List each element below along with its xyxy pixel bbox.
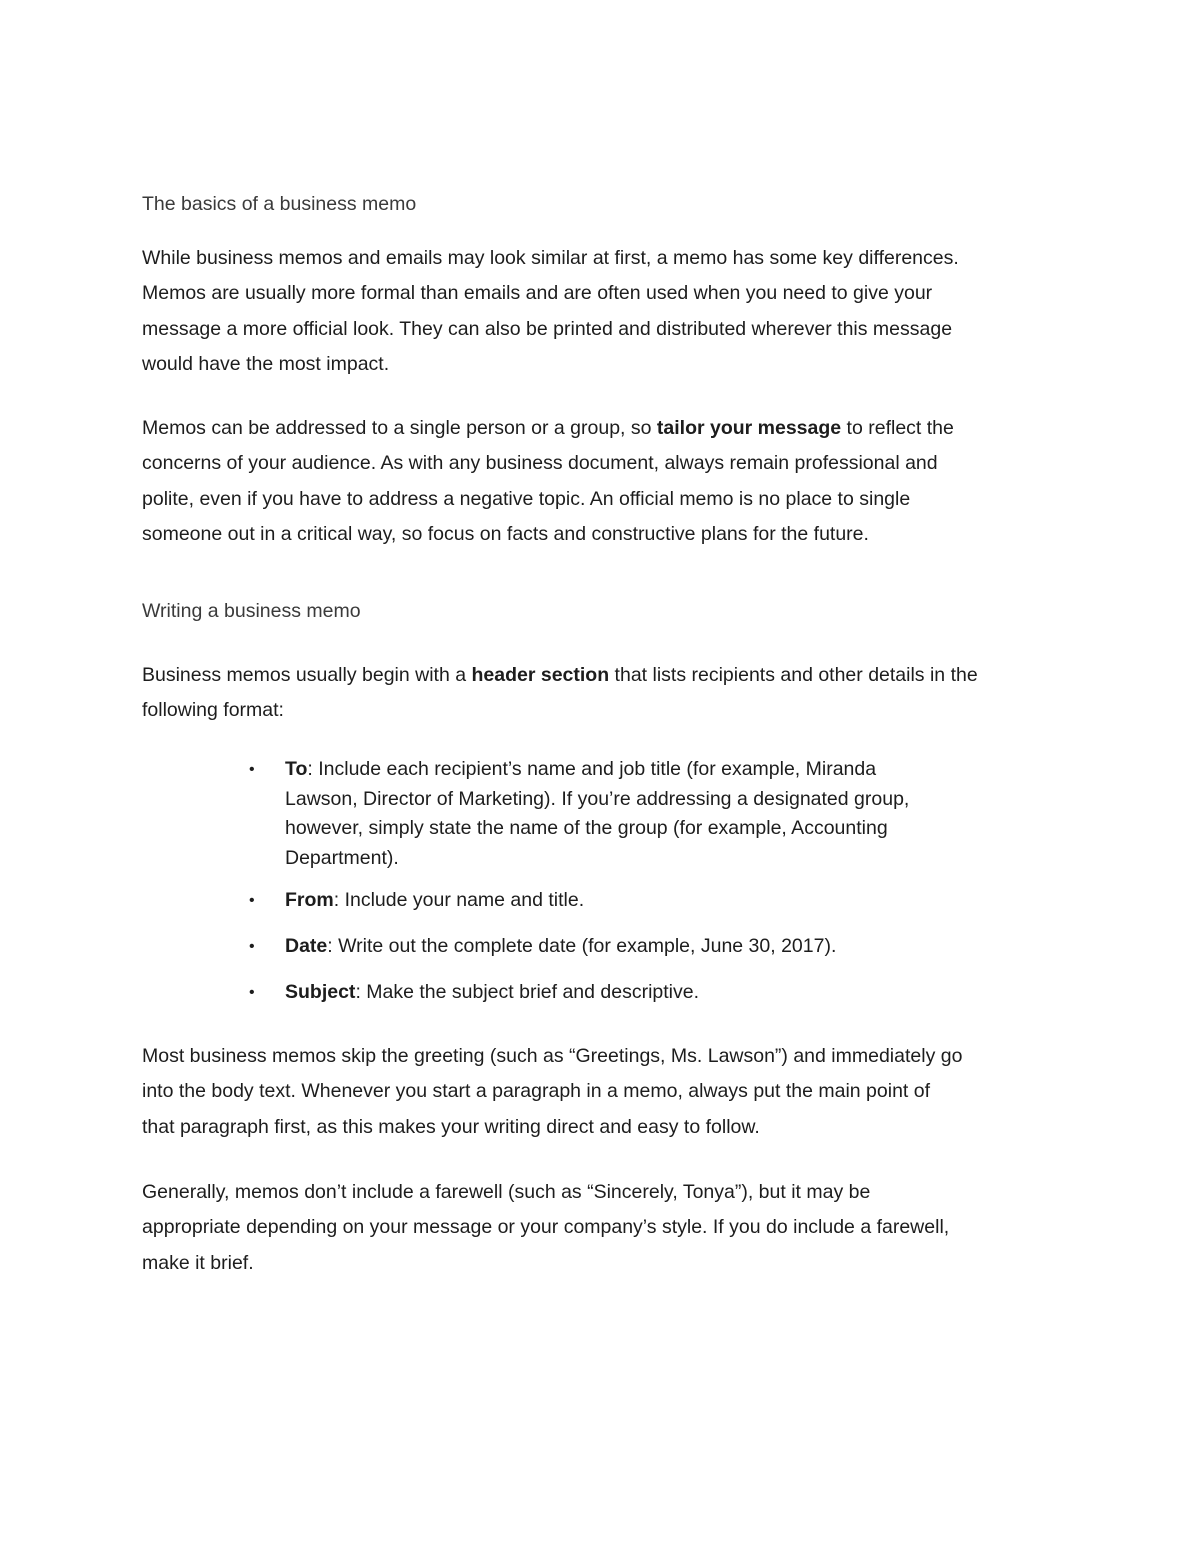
list-item-text: : Include each recipient’s name and job title (for example, Miranda <box>307 758 877 780</box>
list-item-line <box>285 886 1005 916</box>
list-item-term: To <box>285 758 308 780</box>
paragraph-line: Generally, memos don’t include a farewell (such as “Sincerely, Tonya”), but it may be <box>142 1181 871 1203</box>
paragraph-line: into the body text. Whenever you start a paragraph in a memo, always put the main point of <box>142 1080 931 1103</box>
list-item-to <box>249 755 1005 873</box>
list-item-line <box>285 755 1005 785</box>
bullet-icon: • <box>249 938 255 955</box>
bold-link-tailor-your-message: tailor your message <box>656 417 842 439</box>
bullet-icon: • <box>249 761 255 778</box>
paragraph-line: message a more official look. They can also be printed and distributed wherever this message <box>142 317 953 340</box>
list-item-date <box>249 932 1005 962</box>
paragraph-line: following format: <box>142 699 284 722</box>
paragraph-line: Memos are usually more formal than emails and are often used when you need to give your <box>142 282 933 305</box>
paragraph-line: would have the most impact. <box>142 352 390 375</box>
bold-link-header-section: header section <box>471 664 610 686</box>
paragraph-memo-vs-email <box>142 241 1072 382</box>
list-item-term: Date <box>285 935 328 957</box>
text-run: Business memos usually begin with a <box>142 664 472 686</box>
list-item-text: : Write out the complete date (for example, June 30, 2017). <box>327 935 837 957</box>
bullet-icon: • <box>249 892 255 909</box>
list-item-term: Subject <box>285 981 356 1003</box>
list-item-text: : Include your name and title. <box>333 889 585 911</box>
list-item-from <box>249 886 1005 916</box>
paragraph-line <box>142 411 1072 446</box>
paragraph-line: While business memos and emails may look similar at first, a memo has some key differences. <box>142 247 959 269</box>
paragraph-header-intro <box>142 658 1072 729</box>
list-item-subject <box>249 978 1005 1008</box>
bullet-icon: • <box>249 984 255 1001</box>
list-item-line: however, simply state the name of the group (for example, Accounting <box>285 817 888 839</box>
paragraph-line: polite, even if you have to address a negative topic. An official memo is no place to single <box>142 487 911 510</box>
text-run: Memos can be addressed to a single person or a group, so <box>142 417 657 439</box>
paragraph-farewell <box>142 1175 1072 1281</box>
section-heading-writing: Writing a business memo <box>142 600 361 622</box>
text-run: that lists recipients and other details in the <box>609 664 978 686</box>
paragraph-greeting <box>142 1039 1072 1145</box>
paragraph-line: make it brief. <box>142 1251 254 1274</box>
paragraph-audience <box>142 411 1072 552</box>
paragraph-line: concerns of your audience. As with any business document, always remain professional and <box>142 452 938 475</box>
list-item-term: From <box>285 889 334 911</box>
paragraph-line: appropriate depending on your message or your company’s style. If you do include a farewell, <box>142 1216 950 1239</box>
list-item-text: : Make the subject brief and descriptive. <box>355 981 700 1003</box>
list-item-line <box>285 932 1005 962</box>
section-heading-basics: The basics of a business memo <box>142 193 417 215</box>
list-item-line: Department). <box>285 846 399 869</box>
paragraph-line: someone out in a critical way, so focus on facts and constructive plans for the future. <box>142 522 869 545</box>
paragraph-line <box>142 658 1072 693</box>
list-item-line <box>285 978 1005 1008</box>
paragraph-line: Most business memos skip the greeting (such as “Greetings, Ms. Lawson”) and immediately go <box>142 1045 963 1067</box>
paragraph-line: that paragraph first, as this makes your writing direct and easy to follow. <box>142 1115 760 1138</box>
list-item-line: Lawson, Director of Marketing). If you’re addressing a designated group, <box>285 787 910 810</box>
text-run: to reflect the <box>841 417 954 439</box>
